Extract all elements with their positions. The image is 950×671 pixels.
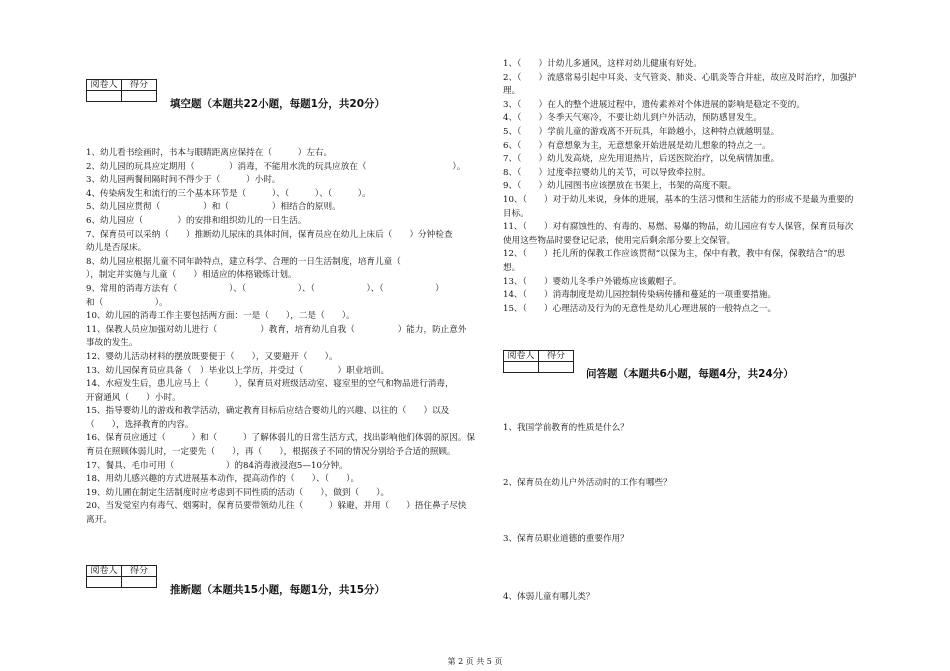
- judge-question-line: 13、（ ）婴幼儿冬季户外锻炼应该戴帽子。: [503, 276, 682, 287]
- score-cell: [122, 577, 157, 588]
- judge-question-line: 目标。: [503, 208, 529, 219]
- judge-question-line: 12、（ ）托儿所的保教工作应该贯彻“以保为主，保中有教，教中有保，保教结合”的思: [503, 249, 845, 260]
- judge-question-line: 1、（ ）计幼儿多通风，这样对幼儿健康有好处。: [503, 59, 702, 69]
- score-box-qa: [503, 350, 574, 373]
- grader-cell: [504, 362, 539, 373]
- fill-question-line: 事故的发生。: [86, 338, 138, 349]
- fill-question-line: （ ），选择教育的内容。: [86, 419, 194, 430]
- fill-question-line: 3、幼儿园两餐间隔时间不得少于（ ）小时。: [86, 175, 281, 186]
- page-number: 第 2 页 共 5 页: [447, 657, 503, 666]
- qa-question: 4、体弱儿童有哪儿类？: [503, 592, 595, 602]
- fill-question-line: ），制定并实施与儿童（ ）相适应的体格锻炼计划。: [86, 270, 297, 281]
- judge-question-line: 10、（ ）对于幼儿来说，身体的进展，基本的生活习惯和生活能力的形成不是最为重要的: [503, 194, 854, 205]
- grader-cell: [87, 577, 122, 588]
- qa-question: 2、保育员在幼儿户外活动时的工作有哪些？: [503, 478, 672, 488]
- judge-question-line: 3、（ ）在人的整个进展过程中，遗传素养对个体进展的影响是稳定不变的。: [503, 99, 805, 110]
- score-cell: [539, 362, 574, 373]
- grader-label: 阅卷人: [87, 80, 122, 91]
- score-label: 得分: [539, 351, 574, 362]
- fill-question-line: 离开。: [86, 515, 112, 526]
- judge-question-line: 8、（ ）过度牵拉婴幼儿的关节，可以导致牵拉肘。: [503, 167, 711, 178]
- judge-question-line: 4、（ ）冬季天气寒冷，不要让幼儿到户外活动，预防感冒发生。: [503, 113, 762, 124]
- fill-question-line: 16、保育员应通过（ ）和（ ）了解体弱儿的日常生活方式，找出影响他们体弱的原因。保: [86, 433, 476, 444]
- fill-question-line: 7、保育员可以采纳（ ）推断幼儿尿床的具体时间，保育员应在幼儿上床后（ ）分钟检查: [86, 229, 453, 240]
- judge-question-line: 7、（ ）幼儿发高烧，应先用退热片，后送医院治疗，以免病情加重。: [503, 154, 780, 165]
- fill-question-line: 开窗通风（ ）小时。: [86, 392, 181, 403]
- fill-question-line: 4、传染病发生和流行的三个基本环节是（ ）、（ ）、（ ）。: [86, 188, 371, 199]
- fill-question-line: 10、幼儿园的消毒工作主要包括两方面：一是（ ），二是（ ）。: [86, 311, 355, 322]
- judge-question-line: 15、（ ）心理活动及行为的无意性是幼儿心理进展的一般特点之一。: [503, 303, 777, 314]
- grader-label: 阅卷人: [87, 566, 122, 577]
- fill-question-line: 13、幼儿园保育员应具备（ ）毕业以上学历，并受过（ ）职业培训。: [86, 365, 390, 376]
- judge-section-title: 推断题（本题共15小题，每题1分，共15分）: [170, 584, 386, 596]
- fill-question-line: 8、幼儿园应根据儿童不同年龄特点，建立科学、合理的一日生活制度，培育儿童（: [86, 256, 427, 267]
- judge-question-line: 使用这些物品时要登记记录，使用完后剩余部分要上交保管。: [503, 235, 736, 246]
- fill-question-line: 幼儿是否尿床。: [86, 243, 147, 254]
- qa-section-title: 问答题（本题共6小题，每题4分，共24分）: [586, 368, 794, 380]
- judge-question-line: 6、（ ）有意想象为主，无意想象开始进展是幼儿想象的特点之一。: [503, 140, 771, 151]
- fill-questions: [86, 147, 496, 528]
- fill-question-line: 12、婴幼儿活动材料的摆放既要便于（ ），又要避开（ ）。: [86, 351, 338, 362]
- fill-question-line: 20、当发觉室内有毒气、烟雾时，保育员要带领幼儿往（ ）躲避，并用（ ）捂住鼻子尽快: [86, 501, 467, 512]
- qa-question: 3、保育员职业道德的重要作用？: [503, 534, 629, 544]
- fill-question-line: 15、指导婴幼儿的游戏和教学活动，确定教育目标后应结合婴幼儿的兴趣、以往的（ ）以及: [86, 406, 450, 417]
- judge-question-line: 14、（ ）消毒制度是幼儿园控制传染病传播和蔓延的一项重要措施。: [503, 290, 777, 301]
- judge-question-line: 想。: [503, 262, 521, 273]
- grader-label: 阅卷人: [504, 351, 539, 362]
- score-box-judge: [86, 565, 157, 588]
- score-cell: [122, 91, 157, 102]
- fill-question-line: 17、餐具、毛巾可用（ ）的84消毒液浸泡5—10分钟。: [86, 460, 348, 471]
- score-label: 得分: [122, 80, 157, 91]
- fill-section-title: 填空题（本题共22小题，每题1分，共20分）: [170, 98, 386, 110]
- fill-question-line: 育员在照顾体弱儿时，一定要先（ ），再（ ），根据孩子不同的情况分别给予合适的照顾。: [86, 447, 456, 458]
- fill-question-line: 1、幼儿看书绘画时，书本与眼睛距离应保持在（ ）左右。: [86, 148, 333, 158]
- fill-question-line: 6、幼儿园应（ ）的安排和组织幼儿的一日生活。: [86, 215, 307, 226]
- fill-question-line: 19、幼儿圃在制定生活制度时应考虑到不同性质的活动（ ），做到（ ）。: [86, 487, 390, 498]
- fill-question-line: 14、水痘发生后，患儿应马上（ ），保育员对班级活动室、寝室里的空气和物品进行消毒，: [86, 379, 454, 390]
- judge-question-line: 理。: [503, 86, 521, 97]
- score-label: 得分: [122, 566, 157, 577]
- grader-cell: [87, 91, 122, 102]
- fill-question-line: 18、用幼儿感兴趣的方式进展基本动作，提高动作的（ ）、（ ）。: [86, 474, 360, 485]
- fill-question-line: 9、常用的消毒方法有（ ）、（ ）、（ ）、（ ）: [86, 283, 444, 294]
- fill-question-line: 2、幼儿园的玩具应定期用（ ）消毒，不能用水洗的玩具应放在（ ）。: [86, 161, 466, 172]
- judge-questions: [503, 58, 913, 316]
- fill-question-line: 5、幼儿园应贯彻（ ）和（ ）相结合的原则。: [86, 202, 341, 213]
- judge-question-line: 5、（ ）学前儿童的游戏离不开玩具，年龄越小，这种特点就越明显。: [503, 126, 780, 137]
- judge-question-line: 11、（ ）对有腐蚀性的、有毒的、易燃、易爆的物品，幼儿园应有专人保管，保育员每次: [503, 222, 854, 233]
- judge-question-line: 9、（ ）幼儿园图书应该摆放在书架上，书架的高度不限。: [503, 181, 737, 192]
- qa-question: 1、我国学前教育的性质是什么？: [503, 423, 629, 433]
- fill-question-line: 11、保教人员应加强对幼儿进行（ ）教育，培育幼儿自我（ ）能力，防止意外: [86, 324, 467, 335]
- fill-question-line: 和（ ）。: [86, 297, 168, 308]
- judge-question-line: 2、（ ）流感常易引起中耳炎、支气管炎、肺炎、心肌炎等合并症，故应及时治疗，加强护: [503, 72, 857, 83]
- score-box-fill: [86, 79, 157, 102]
